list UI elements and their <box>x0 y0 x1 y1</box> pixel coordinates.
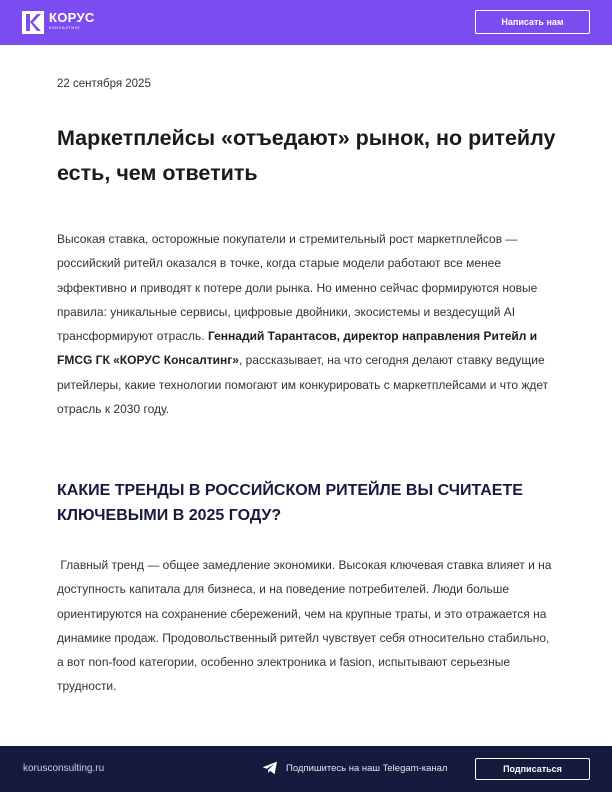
telegram-subscribe-link[interactable]: Подпишитесь на наш Telegam-канал <box>286 763 448 774</box>
subscribe-button[interactable]: Подписаться <box>475 758 590 780</box>
korus-logo[interactable] <box>22 11 95 34</box>
article-intro <box>57 227 557 421</box>
contact-us-button[interactable]: Написать нам <box>475 10 590 34</box>
top-header <box>0 0 612 45</box>
korus-logo-icon <box>22 11 44 34</box>
answer-paragraph: Главный тренд — общее замедление экономики. Высокая ключевая ставка влияет и на доступность капитала для бизнеса, и на поведение потребителей. Люди больше ориентируются на сохранение сбережений, чем на крупные траты, и это отражается на динамике продаж. Продовольственный ритейл чувствует себя относительно стабильно, а вот non-food категории, особенно электроника и fasion, испытывают серьезные трудности. <box>57 558 555 694</box>
bottom-footer <box>0 746 612 792</box>
footer-site-link[interactable]: korusconsulting.ru <box>23 763 105 774</box>
article-title: Маркетплейсы «отъедают» рынок, но ритейлу есть, чем ответить <box>57 126 556 185</box>
intro-tail: , рассказывает, на что сегодня делают ставку ведущие ритейлеры, какие технологии помогают им конкурировать с маркетплейсами и что ждет отрасль к 2030 году. <box>57 353 549 417</box>
intro-author: Геннадий Тарантасов, директор направления Ритейл и FMCG ГК «КОРУС Консалтинг» <box>57 329 538 368</box>
article-date: 22 сентября 2025 <box>57 78 151 90</box>
brand-subtitle: КОНСАЛТИНГ <box>49 25 81 30</box>
brand-name: КОРУС <box>49 10 95 25</box>
intro-text: Высокая ставка, осторожные покупатели и стремительный рост маркетплейсов — российский ритейл оказался в точке, когда старые модели работают все менее эффективно и приводят к потере доли рынка. Но именно сейчас формируются новые правила: уникальные сервисы, цифровые двойники, экосистемы и вездесущий AI трансформируют отрасль. <box>57 232 538 344</box>
telegram-icon[interactable] <box>262 761 278 775</box>
question-heading: КАКИЕ ТРЕНДЫ В РОССИЙСКОМ РИТЕЙЛЕ ВЫ СЧИТАЕТЕ КЛЮЧЕВЫМИ В 2025 ГОДУ? <box>57 482 523 524</box>
